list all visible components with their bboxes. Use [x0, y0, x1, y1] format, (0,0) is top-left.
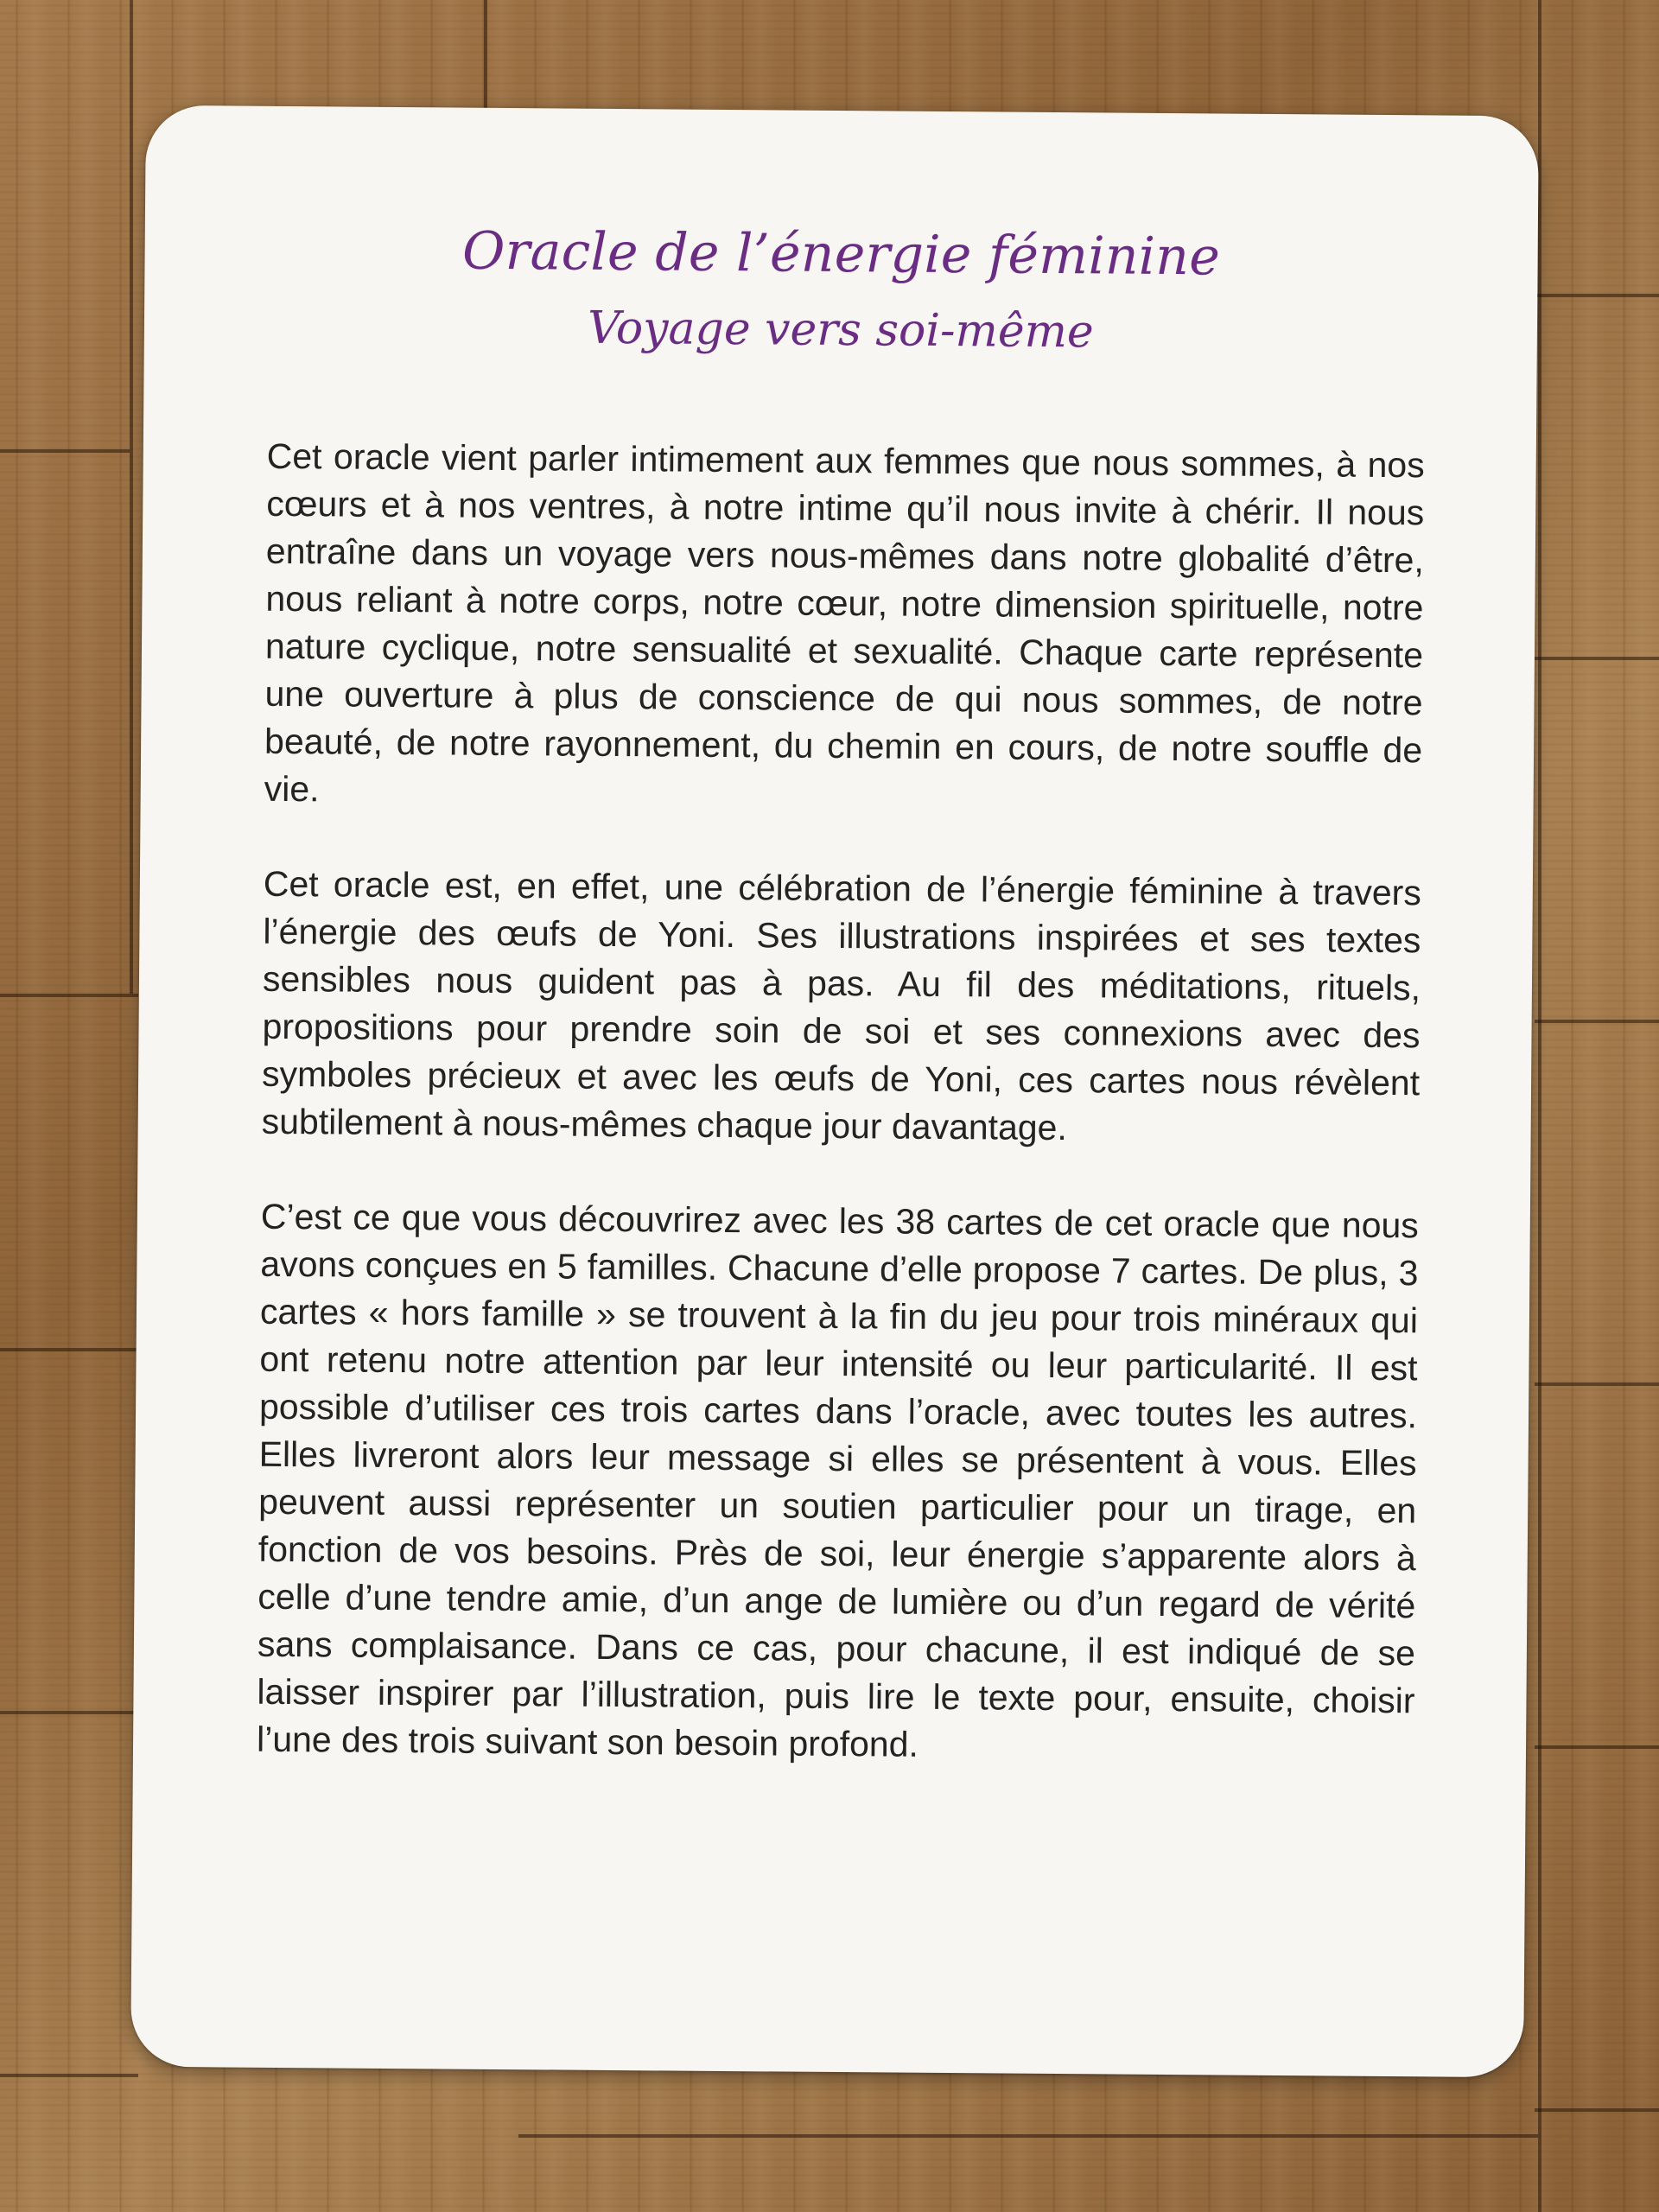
- card-title: Oracle de l’énergie féminine: [461, 220, 1221, 288]
- card-paragraph: C’est ce que vous découvrirez avec les 38 cartes de cet oracle que nous avons conçues en 5 familles. Chacune d’elle propose 7 cartes. De plus, 3 cartes « hors famille » se trouvent à la fin du jeu pour trois minéraux qui ont retenu notre attention par leur intensité ou leur particularité. Il est possible d’utiliser ces trois cartes dans l’oracle, avec toutes les autres. Elles livreront alors leur message si elles se présentent à vous. Elles peuvent aussi représenter un soutien particulier pour un tirage, en fonction de vos besoins. Près de soi, leur énergie s’apparente alors à celle d’une tendre amie, d’un ange de lumière ou d’un regard de vérité sans complaisance. Dans ce cas, pour chacune, il est indiqué de se laisser inspirer par l’illustration, puis lire le texte pour, ensuite, choisir l’une des trois suivant son besoin profond.: [256, 1196, 1419, 1764]
- card-paragraph: Cet oracle est, en effet, une célébration de l’énergie féminine à travers l’énergie des œufs de Yoni. Ses illustrations inspirées et ses textes sensibles nous guident pas à pas. Au fil des méditations, rituels, propositions pour prendre soin de soi et ses connexions avec des symboles précieux et avec les œufs de Yoni, ces cartes nous révèlent subtilement à nous-mêmes chaque jour davantage.: [261, 863, 1422, 1148]
- wood-seam: [1535, 294, 1659, 297]
- wood-seam: [0, 449, 130, 453]
- wood-seam: [484, 0, 487, 111]
- wood-seam: [130, 0, 133, 994]
- wood-seam: [1535, 1745, 1659, 1749]
- card-body: [256, 433, 1424, 1820]
- wood-seam: [0, 1711, 138, 1714]
- wood-seam: [0, 994, 138, 997]
- wood-seam: [0, 1348, 138, 1351]
- wood-seam: [1535, 1382, 1659, 1386]
- wood-seam: [0, 2074, 138, 2077]
- wood-seam: [1535, 1020, 1659, 1023]
- card-paragraph: Cet oracle vient parler intimement aux femmes que nous sommes, à nos cœurs et à nos ventres, à notre intime qu’il nous invite à chérir. Il nous entraîne dans un voyage vers nous-mêmes dans notre globalité d’être, nous reliant à notre corps, notre cœur, notre dimension spirituelle, notre nature cyclique, notre sensualité et sexualité. Chaque carte représente une ouverture à plus de conscience de qui nous sommes, de notre beauté, de notre rayonnement, du chemin en cours, de notre souffle de vie.: [264, 435, 1425, 810]
- wood-seam: [518, 2134, 1538, 2138]
- wood-seam: [1538, 0, 1541, 2212]
- card-subtitle: Voyage vers soi-même: [587, 302, 1094, 359]
- oracle-card: [130, 105, 1539, 2078]
- wood-seam: [1535, 2108, 1659, 2112]
- wood-seam: [1535, 657, 1659, 660]
